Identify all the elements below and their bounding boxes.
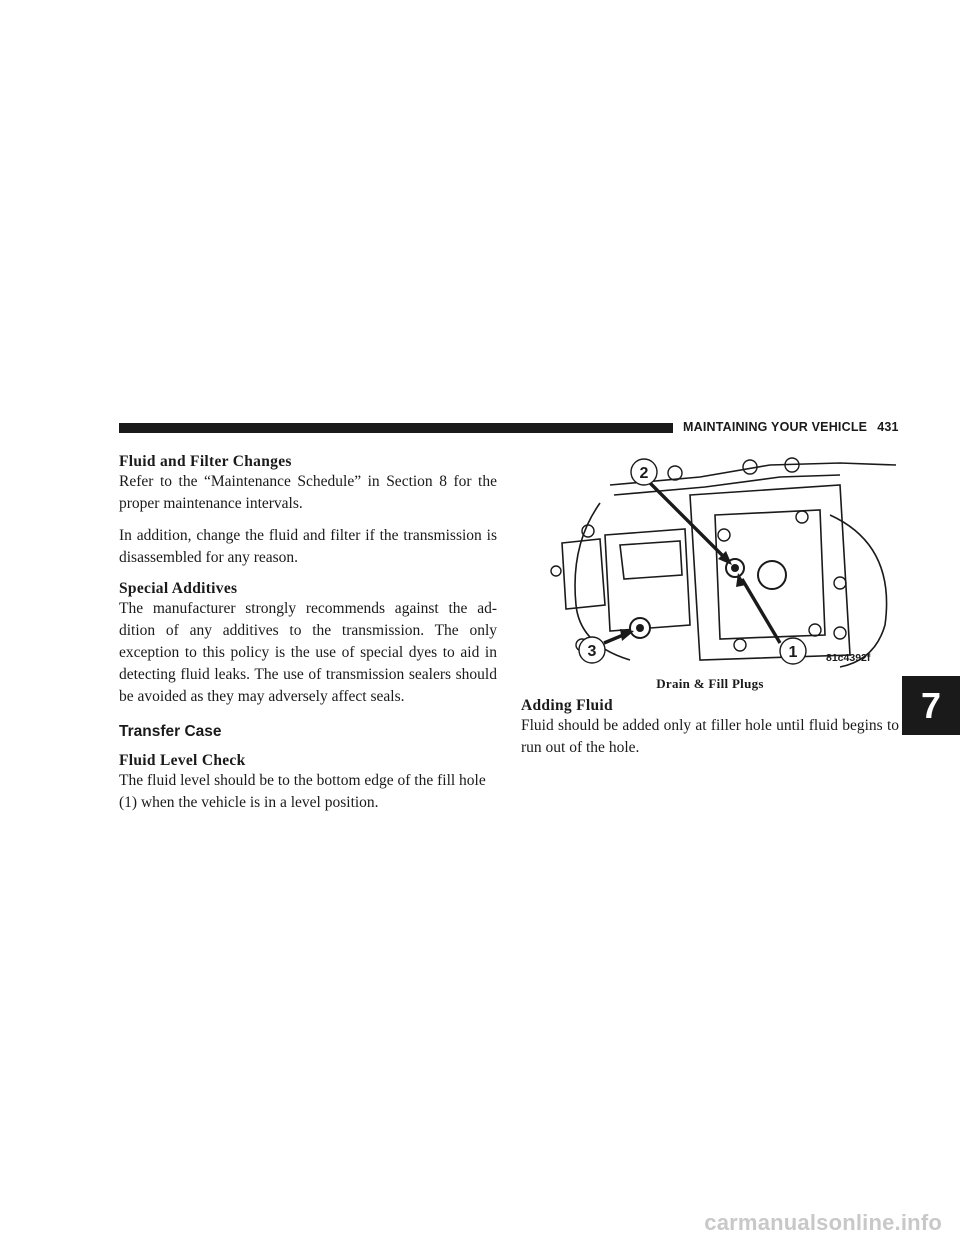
callout-2: 2 [639,465,649,482]
fluid-filter-para-2: In addition, change the fluid and filter if the transmission is disassembled for any reason. [119,527,497,566]
fluid-filter-heading: Fluid and Filter Changes [119,453,292,470]
drain-fill-plugs-illustration [540,455,896,669]
transfer-case-heading: Transfer Case [119,723,222,740]
chapter-tab: 7 [902,676,960,735]
left-column [119,452,497,814]
figure-caption: Drain & Fill Plugs [656,676,764,691]
callout-1: 1 [788,644,798,661]
section-title: MAINTAINING YOUR VEHICLE [683,420,868,434]
figure-code: 81c4392f [826,652,871,664]
adding-fluid-para: Fluid should be added only at filler hole until fluid begins to run out of the hole. [521,717,899,756]
adding-fluid-heading: Adding Fluid [521,697,613,714]
right-column [521,696,899,759]
running-header [683,420,899,438]
fluid-filter-para-1: Refer to the “Maintenance Schedule” in Section 8 for the proper maintenance intervals. [119,473,497,512]
fluid-level-check-para: The fluid level should be to the bottom edge of the fill hole (1) when the vehicle is in a level position. [119,772,486,811]
special-additives-para: The manufacturer strongly recommends against the ad-dition of any additives to the transmission. The only exception to this policy is the use of special dyes to aid in detecting fluid leaks. The use of transmission sealers should be avoided as they may adversely affect seals. [119,600,497,705]
fluid-level-check-heading: Fluid Level Check [119,752,246,769]
header-rule [119,423,673,433]
special-additives-heading: Special Additives [119,580,238,597]
callout-3: 3 [587,643,597,660]
watermark: carmanualsonline.info [704,1210,942,1235]
page-number: 431 [877,420,899,434]
